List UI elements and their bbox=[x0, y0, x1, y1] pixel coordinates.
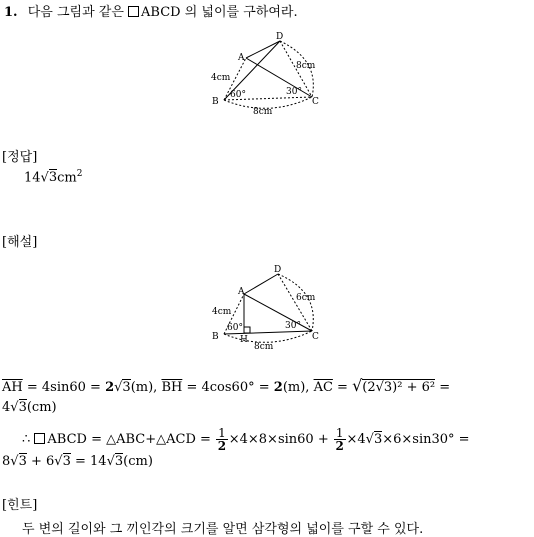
fraction-half-1: $\frac{1}{2}$ bbox=[217, 426, 227, 453]
therefore-symbol: ∴ bbox=[22, 432, 31, 447]
result-a: 8 bbox=[2, 454, 11, 469]
quadrilateral-figure-2 bbox=[208, 262, 328, 350]
hint-header: [힌트] bbox=[2, 498, 38, 513]
area-term-2-rad: 3 bbox=[373, 432, 383, 447]
sqrt-icon: √ bbox=[352, 376, 363, 395]
answer-unit: cm bbox=[57, 170, 77, 186]
sqrt-icon: √ bbox=[114, 380, 123, 395]
result-b: + 6 bbox=[26, 454, 55, 469]
fig2-label-d: D bbox=[274, 265, 282, 275]
ac-tail: = bbox=[439, 380, 451, 395]
sqrt-icon: √ bbox=[365, 432, 374, 447]
bh-value: 2 bbox=[273, 380, 283, 395]
answer-exp: 2 bbox=[76, 169, 83, 179]
answer-value bbox=[24, 169, 82, 185]
quadrilateral-figure-1 bbox=[208, 30, 328, 115]
solution-line-1 bbox=[2, 376, 450, 395]
fig1-side-ab: 4cm bbox=[211, 73, 231, 83]
fig2-angle-b: 60° bbox=[227, 323, 243, 333]
square-symbol-icon bbox=[128, 6, 139, 17]
ac-radicand: (2√3)² + 6² bbox=[362, 380, 436, 395]
result-a-rad: 3 bbox=[18, 454, 27, 469]
fig1-angle-c: 30° bbox=[286, 87, 302, 97]
sqrt-icon: √ bbox=[10, 454, 19, 469]
ah-expression: = 4sin60 = bbox=[26, 380, 106, 395]
fig2-angle-c: 30° bbox=[285, 321, 301, 331]
question-number: 1. bbox=[4, 5, 18, 20]
ah-value-rad: 3 bbox=[122, 380, 131, 395]
fig2-side-ab: 4cm bbox=[212, 307, 232, 317]
hint-text: 두 변의 길이와 그 끼인각의 크기를 알면 삼각형의 넓이를 구할 수 있다. bbox=[22, 522, 424, 537]
ah-value-coef: 2 bbox=[105, 380, 115, 395]
sqrt-icon: √ bbox=[10, 400, 19, 415]
segment-bh: $\overline{BH}$ bbox=[161, 380, 183, 395]
solution-line-3 bbox=[22, 427, 470, 452]
result-c: = 14 bbox=[70, 454, 107, 469]
area-term-2b: ×6×sin30° = bbox=[382, 432, 470, 447]
ac-expression: = bbox=[337, 380, 353, 395]
answer-coef: 14 bbox=[24, 170, 41, 186]
result-b-rad: 3 bbox=[62, 454, 71, 469]
solution-header: [해설] bbox=[2, 235, 38, 250]
question-shape-name: ABCD bbox=[141, 5, 181, 20]
question-text-after: 의 넓이를 구하여라. bbox=[184, 5, 298, 20]
fig2-label-h: H bbox=[240, 335, 248, 345]
area-term-1: ×4×8×sin60 + bbox=[228, 432, 329, 447]
fig2-label-c: C bbox=[312, 332, 319, 342]
bh-expression: = 4cos60° = bbox=[186, 380, 274, 395]
question-text-before: 다음 그림과 같은 bbox=[27, 5, 124, 20]
answer-rad: 3 bbox=[48, 170, 58, 186]
area-term-2a: ×4 bbox=[346, 432, 366, 447]
fraction-half-2: $\frac{1}{2}$ bbox=[335, 426, 344, 453]
fig2-label-a: A bbox=[238, 287, 245, 297]
bh-unit: (m), bbox=[282, 380, 310, 395]
sqrt-icon: √ bbox=[106, 454, 115, 469]
ac-value-coef: 4 bbox=[2, 400, 11, 415]
fig1-side-dc: 8cm bbox=[296, 61, 316, 71]
fig1-side-bc: 8cm bbox=[253, 107, 273, 115]
fig2-side-dc: 6cm bbox=[296, 293, 316, 303]
fig1-label-a: A bbox=[238, 53, 245, 63]
ac-unit: (cm) bbox=[26, 400, 57, 415]
square-symbol-icon bbox=[34, 433, 45, 444]
ac-value-rad: 3 bbox=[18, 400, 27, 415]
segment-ah: $\overline{AH}$ bbox=[2, 380, 23, 395]
fig1-angle-b: 60° bbox=[230, 90, 246, 100]
sqrt-icon: √ bbox=[40, 170, 49, 186]
area-lhs: ABCD = △ABC+△ACD = bbox=[47, 432, 216, 447]
result-unit: (cm) bbox=[123, 454, 153, 469]
segment-ac: $\overline{AC}$ bbox=[313, 380, 333, 395]
fig1-label-d: D bbox=[276, 32, 284, 42]
question-line bbox=[4, 1, 298, 20]
fig2-side-bc: 8cm bbox=[254, 342, 274, 350]
solution-line-2 bbox=[2, 400, 57, 415]
fig1-label-b: B bbox=[212, 97, 219, 107]
fig2-label-b: B bbox=[212, 332, 219, 342]
ah-unit: (m), bbox=[130, 380, 158, 395]
answer-header: [정답] bbox=[2, 150, 38, 165]
solution-line-4 bbox=[2, 454, 153, 469]
fig1-label-c: C bbox=[312, 97, 319, 107]
result-c-rad: 3 bbox=[114, 454, 124, 469]
sqrt-icon: √ bbox=[54, 454, 63, 469]
